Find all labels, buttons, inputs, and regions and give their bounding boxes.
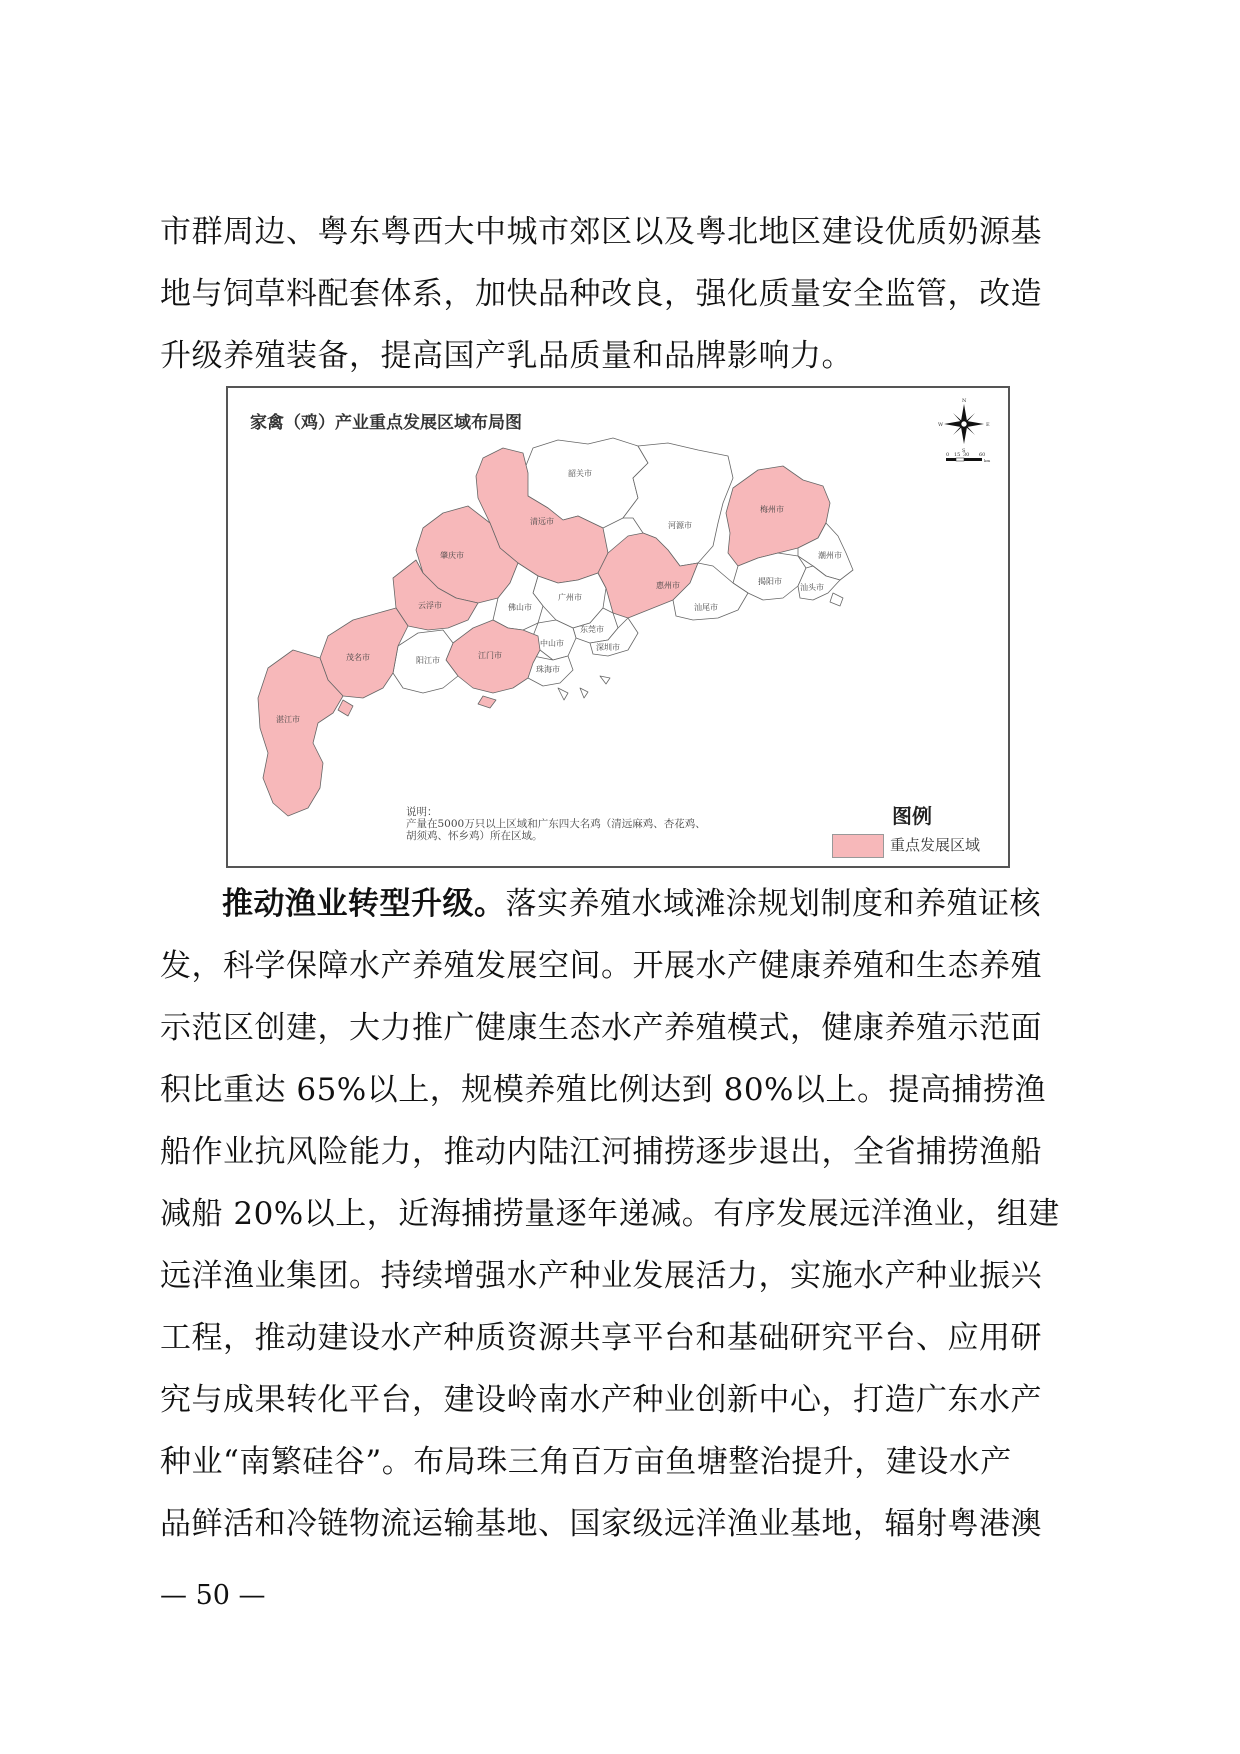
body-line: 积比重达 65%以上，规模养殖比例达到 80%以上。提高捕捞渔 bbox=[160, 1072, 1047, 1108]
legend-swatch bbox=[832, 834, 884, 858]
body-text: 落实养殖水域滩涂规划制度和养殖证核 bbox=[505, 886, 1041, 922]
legend-title: 图例 bbox=[892, 804, 932, 828]
figure-title: 家禽（鸡）产业重点发展区域布局图 bbox=[250, 413, 522, 433]
compass-w: W bbox=[938, 422, 944, 428]
city-label: 珠海市 bbox=[536, 665, 560, 674]
scale-tick: 30 bbox=[963, 452, 970, 458]
compass-e: E bbox=[986, 422, 990, 428]
city-label: 茂名市 bbox=[346, 653, 370, 662]
island-shape bbox=[830, 593, 843, 606]
city-label: 湛江市 bbox=[276, 715, 300, 724]
island-shape bbox=[338, 700, 353, 716]
body-line: 究与成果转化平台，建设岭南水产种业创新中心，打造广东水产 bbox=[160, 1382, 1042, 1418]
note-line: 产量在5000万只以上区域和广东四大名鸡（清远麻鸡、杏花鸡、 bbox=[406, 818, 706, 830]
body-line: 工程，推动建设水产种质资源共享平台和基础研究平台、应用研 bbox=[160, 1320, 1042, 1356]
body-line: 品鲜活和冷链物流运输基地、国家级远洋渔业基地，辐射粤港澳 bbox=[160, 1506, 1042, 1542]
body-line: 市群周边、粤东粤西大中城市郊区以及粤北地区建设优质奶源基 bbox=[160, 214, 1042, 250]
city-label: 东莞市 bbox=[580, 625, 604, 634]
island-shape bbox=[558, 688, 568, 700]
island-shape bbox=[478, 696, 496, 708]
section-heading: 推动渔业转型升级。 bbox=[222, 886, 506, 922]
compass-rose-icon bbox=[924, 396, 1004, 466]
city-label: 汕头市 bbox=[800, 583, 824, 592]
body-line: 发，科学保障水产养殖发展空间。开展水产健康养殖和生态养殖 bbox=[160, 948, 1042, 984]
island-shape bbox=[580, 688, 588, 698]
city-label: 江门市 bbox=[478, 651, 502, 660]
note-line: 说明： bbox=[406, 806, 438, 818]
body-line: 种业“南繁硅谷”。布局珠三角百万亩鱼塘整治提升，建设水产 bbox=[160, 1444, 1012, 1480]
city-label: 阳江市 bbox=[416, 656, 440, 665]
city-label: 云浮市 bbox=[418, 601, 442, 610]
guangdong-map bbox=[228, 388, 1008, 866]
scale-tick: 60 bbox=[979, 452, 986, 458]
city-label: 梅州市 bbox=[760, 505, 784, 514]
body-line: 地与饲草料配套体系，加快品种改良，强化质量安全监管，改造 bbox=[160, 276, 1042, 312]
island-shape bbox=[600, 676, 610, 684]
body-line: 升级养殖装备，提高国产乳品质量和品牌影响力。 bbox=[160, 338, 853, 374]
scale-unit: km bbox=[984, 458, 991, 463]
note-line: 胡须鸡、怀乡鸡）所在区域。 bbox=[406, 830, 543, 842]
compass-s: S bbox=[962, 448, 966, 454]
scale-tick: 0 bbox=[946, 452, 950, 458]
city-label: 潮州市 bbox=[818, 551, 842, 560]
city-label: 佛山市 bbox=[508, 603, 532, 612]
city-label: 广州市 bbox=[558, 593, 582, 602]
body-line: 减船 20%以上，近海捕捞量逐年递减。有序发展远洋渔业，组建 bbox=[160, 1196, 1060, 1232]
city-label: 韶关市 bbox=[568, 469, 592, 478]
city-label: 肇庆市 bbox=[440, 551, 464, 560]
scale-tick: 15 bbox=[954, 452, 961, 458]
scale-bar bbox=[946, 452, 990, 463]
city-label: 揭阳市 bbox=[758, 577, 782, 586]
map-figure bbox=[226, 386, 1010, 868]
body-line: 船作业抗风险能力，推动内陆江河捕捞逐步退出，全省捕捞渔船 bbox=[160, 1134, 1042, 1170]
city-label: 汕尾市 bbox=[694, 603, 718, 612]
city-label: 清远市 bbox=[530, 517, 554, 526]
body-line: 示范区创建，大力推广健康生态水产养殖模式，健康养殖示范面 bbox=[160, 1010, 1042, 1046]
city-label: 深圳市 bbox=[596, 643, 620, 652]
compass-n: N bbox=[962, 398, 967, 404]
body-line: 远洋渔业集团。持续增强水产种业发展活力，实施水产种业振兴 bbox=[160, 1258, 1042, 1294]
city-label: 中山市 bbox=[540, 639, 564, 648]
figure-note bbox=[406, 806, 706, 842]
legend-label: 重点发展区域 bbox=[890, 836, 981, 854]
page-number: — 50 — bbox=[160, 1580, 266, 1611]
city-label: 河源市 bbox=[668, 521, 692, 530]
body-line bbox=[160, 884, 1080, 924]
city-label: 惠州市 bbox=[656, 581, 680, 590]
